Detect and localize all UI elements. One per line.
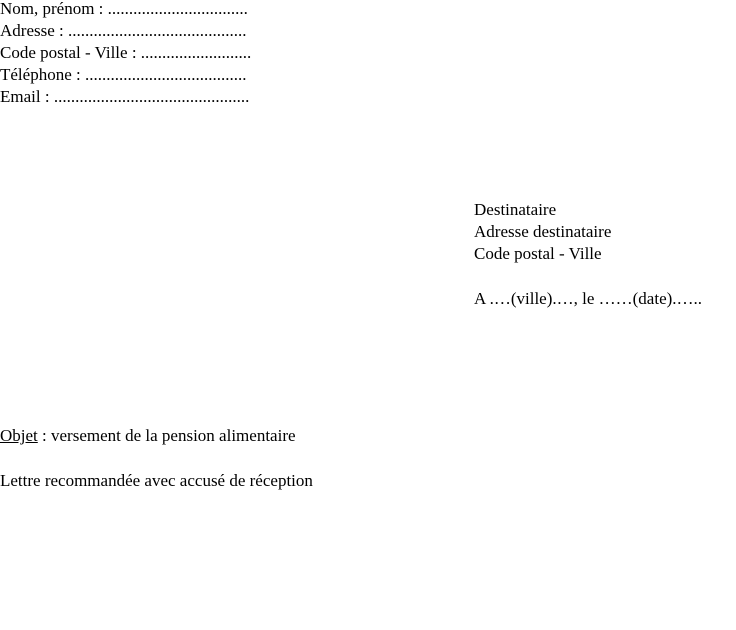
- subject-label: Objet: [0, 426, 38, 445]
- subject-text: : versement de la pension alimentaire: [37, 426, 296, 445]
- sender-name-line: Nom, prénom : .................................: [0, 0, 248, 18]
- place-and-date: A .…(ville).…, le ……(date).…..: [474, 289, 703, 308]
- recipient-block: [474, 199, 611, 265]
- subject-line: [0, 425, 296, 447]
- sender-email-line: Email : ..............................................: [0, 87, 250, 106]
- recipient-postcode-city-line: Code postal - Ville: [474, 244, 602, 263]
- registered-mail-notice: Lettre recommandée avec accusé de réception: [0, 471, 313, 490]
- sender-block: [0, 0, 251, 108]
- sender-address-line: Adresse : ..........................................: [0, 21, 247, 40]
- sender-phone-line: Téléphone : ......................................: [0, 65, 247, 84]
- sender-postcode-city-line: Code postal - Ville : ..........................: [0, 43, 252, 62]
- recipient-name-line: Destinataire: [474, 200, 557, 219]
- recipient-address-line: Adresse destinataire: [474, 222, 612, 241]
